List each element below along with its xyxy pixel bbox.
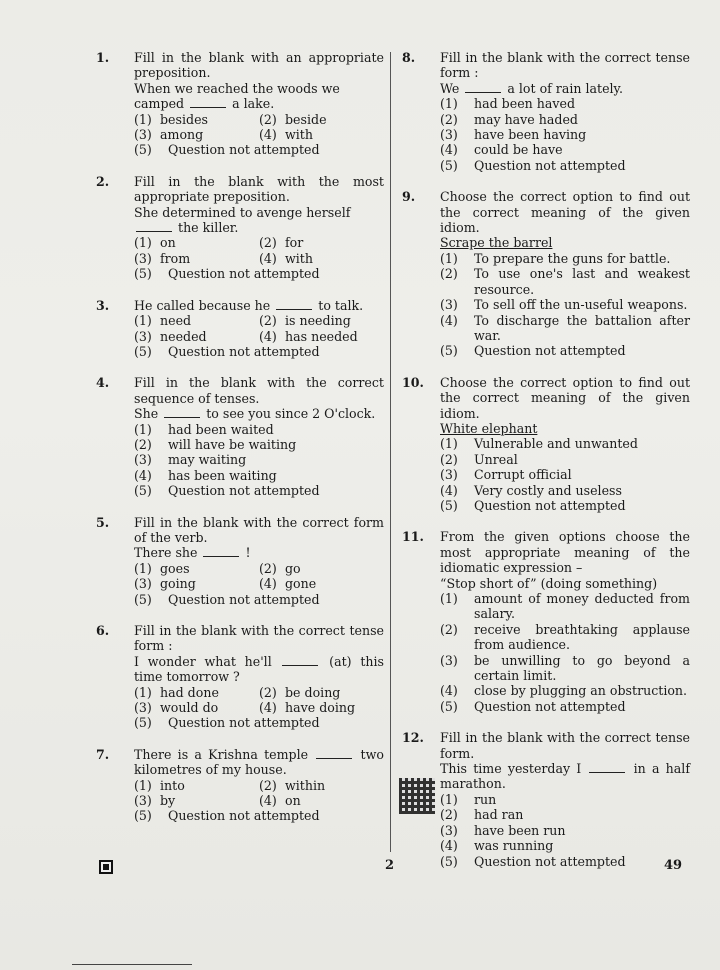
option-item — [440, 112, 690, 127]
option-text: amount of money deducted from salary. — [474, 591, 690, 622]
option-text: from — [160, 250, 191, 266]
option-number: (4) — [259, 328, 277, 344]
option-grid — [134, 235, 384, 266]
option-not-attempted — [134, 808, 384, 823]
option-text: run — [474, 791, 497, 807]
answer-blank — [282, 654, 318, 666]
option-text: be doing — [285, 684, 341, 700]
question-number: 7. — [96, 746, 110, 762]
footer-rule — [72, 964, 192, 965]
option-text: into — [160, 777, 185, 793]
option-item — [440, 498, 690, 513]
idiom-phrase: Scrape the barrel — [440, 235, 553, 251]
option-number: (2) — [259, 560, 277, 576]
question-7 — [94, 747, 384, 824]
question-text-line — [134, 654, 384, 685]
option-number: (4) — [440, 683, 458, 699]
option-number: (3) — [134, 700, 152, 716]
question-6 — [94, 623, 384, 731]
option-text: Corrupt official — [474, 467, 572, 483]
left-column — [94, 50, 384, 840]
question-8 — [400, 50, 690, 173]
qr-code-icon — [399, 778, 435, 814]
option-text: with — [285, 250, 313, 266]
answer-blank — [164, 406, 200, 418]
option-item — [440, 297, 690, 312]
option-text: had ran — [474, 807, 524, 823]
question-text-part: to talk. — [314, 297, 364, 313]
question-text-part: She — [134, 406, 163, 422]
option-list — [134, 715, 384, 730]
option-number: (3) — [134, 576, 152, 592]
option-not-attempted — [134, 592, 384, 607]
question-text-line: Fill in the blank with the correct sequence of tenses. — [134, 375, 384, 406]
option-list — [134, 344, 384, 359]
option-text: To prepare the guns for battle. — [474, 250, 671, 266]
option-not-attempted — [134, 344, 384, 359]
question-number: 10. — [402, 374, 424, 390]
option-number: (3) — [440, 127, 458, 143]
option-item — [134, 422, 384, 437]
question-text-line — [134, 96, 384, 111]
option-text: among — [160, 127, 204, 143]
option-number: (4) — [440, 312, 458, 328]
option-item — [440, 251, 690, 266]
option-number: (4) — [259, 576, 277, 592]
option-number: (3) — [134, 127, 152, 143]
option-number: (3) — [134, 328, 152, 344]
question-text-line: Choose the correct option to find out the correct meaning of the given idiom. — [440, 189, 690, 236]
question-stem — [440, 50, 690, 96]
option-item — [440, 452, 690, 467]
option-number: (5) — [134, 266, 152, 282]
question-3 — [94, 298, 384, 360]
option-item — [440, 699, 690, 714]
option-text: Question not attempted — [474, 698, 626, 714]
question-number: 1. — [96, 50, 110, 65]
option-number: (4) — [134, 467, 152, 483]
right-column — [400, 50, 690, 885]
option-number: (2) — [134, 436, 152, 452]
question-text-part: This time yesterday I — [440, 761, 588, 777]
option-number: (2) — [440, 266, 458, 282]
option-number: (4) — [259, 250, 277, 266]
question-number: 9. — [402, 189, 416, 205]
option-number: (2) — [440, 621, 458, 637]
question-number: 3. — [96, 297, 110, 313]
question-text-line — [134, 747, 384, 778]
option-not-attempted — [134, 142, 384, 157]
option-text: on — [285, 793, 301, 809]
question-number: 12. — [402, 730, 424, 746]
option-item — [440, 158, 690, 173]
option-number: (2) — [259, 111, 277, 127]
option-item — [134, 452, 384, 467]
option-text: with — [285, 127, 313, 143]
option-item — [440, 343, 690, 358]
registration-mark-icon — [99, 860, 113, 874]
question-text-line: Fill in the blank with the correct tense form. — [440, 730, 690, 761]
option-text: by — [160, 793, 176, 809]
page-number-center: 2 — [385, 858, 395, 873]
option-text: was running — [474, 838, 554, 854]
question-text-line: “Stop short of” (doing something) — [440, 575, 658, 591]
option-text: for — [285, 235, 304, 251]
question-number: 2. — [96, 173, 110, 189]
question-text-part: a lot of rain lately. — [503, 80, 624, 96]
option-number: (4) — [440, 482, 458, 498]
question-number: 4. — [96, 375, 110, 391]
option-number: (1) — [440, 96, 458, 112]
option-number: (3) — [134, 250, 152, 266]
option-number: (1) — [134, 111, 152, 127]
question-stem — [440, 375, 690, 437]
option-text: Question not attempted — [168, 142, 320, 158]
option-number: (5) — [134, 483, 152, 499]
option-number: (5) — [440, 853, 458, 869]
option-item — [440, 683, 690, 698]
option-text: Question not attempted — [474, 497, 626, 513]
option-list — [134, 142, 384, 157]
option-number: (2) — [440, 807, 458, 823]
option-text: is needing — [285, 313, 351, 329]
option-item — [440, 792, 690, 807]
option-list — [134, 266, 384, 281]
option-number: (2) — [259, 777, 277, 793]
option-number: (1) — [134, 313, 152, 329]
question-text-line — [440, 81, 690, 96]
option-text: Vulnerable and unwanted — [474, 436, 638, 452]
option-list — [440, 251, 690, 359]
question-text-part: There is a Krishna temple — [134, 746, 315, 762]
page-number-right: 49 — [664, 858, 683, 873]
question-stem — [134, 623, 384, 685]
option-grid — [134, 313, 384, 344]
question-text-line: Choose the correct option to find out the correct meaning of the given idiom. — [440, 374, 690, 421]
option-item — [440, 622, 690, 653]
answer-blank — [276, 298, 312, 310]
idiom-phrase: White elephant — [440, 420, 538, 436]
question-text-line — [134, 545, 384, 560]
question-stem — [134, 174, 384, 236]
question-number: 5. — [96, 514, 110, 530]
option-number: (1) — [440, 591, 458, 606]
question-text-line: She determined to avenge herself — [134, 204, 351, 220]
option-number: (5) — [440, 698, 458, 714]
option-text: needed — [160, 328, 207, 344]
option-grid — [134, 685, 384, 716]
option-number: (5) — [134, 715, 152, 731]
option-item — [440, 854, 690, 869]
question-stem — [134, 298, 384, 313]
question-text-line: Fill in the blank with the correct form of the verb. — [134, 514, 384, 545]
option-number: (2) — [259, 235, 277, 251]
option-number: (5) — [134, 343, 152, 359]
option-number: (5) — [134, 808, 152, 824]
option-number: (3) — [440, 822, 458, 838]
option-text: besides — [160, 111, 208, 127]
option-text: go — [285, 560, 301, 576]
option-list — [440, 591, 690, 714]
question-text-line: Fill in the blank with an appropriate preposition. — [134, 50, 384, 81]
option-number: (3) — [134, 793, 152, 809]
question-number: 11. — [402, 529, 424, 545]
option-text: Question not attempted — [474, 853, 626, 869]
question-stem — [440, 189, 690, 251]
question-4 — [94, 375, 384, 498]
option-text: Very costly and useless — [474, 482, 622, 498]
option-text: may waiting — [168, 452, 247, 468]
option-text: have been run — [474, 822, 566, 838]
option-grid — [134, 112, 384, 143]
option-text: Question not attempted — [168, 343, 320, 359]
option-number: (1) — [134, 684, 152, 700]
option-text: close by plugging an obstruction. — [474, 683, 688, 699]
option-item — [440, 807, 690, 822]
option-text: may have haded — [474, 111, 578, 127]
option-text: will have be waiting — [168, 436, 297, 452]
option-text: had been haved — [474, 96, 576, 112]
option-number: (1) — [134, 421, 152, 437]
question-text-part: to see you since 2 O'clock. — [202, 406, 376, 422]
option-item — [440, 436, 690, 451]
option-item — [440, 838, 690, 853]
option-text: To sell off the un-useful weapons. — [474, 297, 688, 313]
option-number: (4) — [440, 142, 458, 158]
question-text-part: ! — [241, 545, 251, 561]
option-text: would do — [160, 700, 219, 716]
option-item — [440, 96, 690, 111]
option-text: going — [160, 576, 196, 592]
option-number: (5) — [134, 591, 152, 607]
question-text-part: We — [440, 80, 464, 96]
question-text-part: the killer. — [174, 220, 239, 236]
option-number: (1) — [134, 560, 152, 576]
option-number: (2) — [259, 313, 277, 329]
question-text-line — [440, 761, 690, 792]
column-divider — [390, 52, 391, 852]
option-number: (1) — [440, 250, 458, 266]
option-number: (3) — [440, 297, 458, 313]
option-text: had been waited — [168, 421, 274, 437]
option-text: receive breathtaking applause from audience. — [474, 621, 690, 653]
option-item — [440, 653, 690, 684]
option-text: To discharge the battalion after war. — [474, 312, 690, 343]
option-number: (2) — [440, 111, 458, 127]
option-text: have doing — [285, 700, 356, 716]
option-item — [440, 823, 690, 838]
option-number: (5) — [440, 343, 458, 359]
question-9 — [400, 189, 690, 358]
question-stem — [134, 747, 384, 778]
question-stem — [134, 50, 384, 112]
option-text: have been having — [474, 127, 587, 143]
answer-blank — [589, 761, 625, 773]
option-number: (4) — [259, 700, 277, 716]
option-number: (4) — [259, 793, 277, 809]
option-number: (2) — [440, 451, 458, 467]
question-stem — [440, 730, 690, 792]
option-number: (1) — [134, 777, 152, 793]
question-text-line: Fill in the blank with the correct tense form : — [440, 50, 690, 81]
option-list — [440, 96, 690, 173]
answer-blank — [190, 96, 226, 108]
question-text-line — [134, 298, 384, 313]
option-text: Question not attempted — [474, 343, 626, 359]
option-number: (2) — [259, 684, 277, 700]
option-item — [440, 467, 690, 482]
option-number: (4) — [440, 838, 458, 854]
option-text: gone — [285, 576, 317, 592]
option-text: has been waiting — [168, 467, 277, 483]
question-text-line: Fill in the blank with the correct tense form : — [134, 623, 384, 654]
question-text-part: There she — [134, 545, 202, 561]
answer-blank — [136, 220, 172, 232]
question-5 — [94, 515, 384, 607]
option-number: (5) — [440, 157, 458, 173]
option-grid — [134, 561, 384, 592]
option-text: goes — [160, 560, 190, 576]
option-not-attempted — [134, 266, 384, 281]
question-text-line: Fill in the blank with the most appropriate preposition. — [134, 173, 384, 205]
question-text-line — [134, 406, 384, 421]
question-text-part: a lake. — [228, 96, 275, 112]
option-text: Unreal — [474, 451, 518, 467]
option-text: Question not attempted — [474, 157, 626, 173]
option-number: (5) — [134, 142, 152, 158]
option-text: has needed — [285, 328, 358, 344]
question-11 — [400, 529, 690, 714]
option-list — [134, 808, 384, 823]
question-stem — [440, 529, 690, 591]
option-number: (1) — [440, 791, 458, 807]
option-text: Question not attempted — [168, 715, 320, 731]
question-1 — [94, 50, 384, 158]
question-text-part: He called because he — [134, 297, 275, 313]
option-text: Question not attempted — [168, 266, 320, 282]
option-text: on — [160, 235, 176, 251]
option-list — [134, 592, 384, 607]
question-stem — [134, 375, 384, 421]
option-item — [134, 483, 384, 498]
answer-blank — [465, 81, 501, 93]
question-text-line — [134, 220, 384, 235]
option-number: (3) — [440, 467, 458, 483]
question-12 — [400, 730, 690, 869]
option-text: need — [160, 313, 192, 329]
question-text-part: camped — [134, 96, 189, 112]
option-item — [134, 468, 384, 483]
question-number: 6. — [96, 623, 110, 638]
option-number: (1) — [134, 235, 152, 251]
option-number: (3) — [134, 452, 152, 468]
option-text: Question not attempted — [168, 591, 320, 607]
option-text: within — [285, 777, 326, 793]
option-not-attempted — [134, 715, 384, 730]
option-list — [134, 422, 384, 499]
question-text-part: two kilometres of my house. — [134, 746, 384, 778]
question-2 — [94, 174, 384, 282]
option-item — [440, 142, 690, 157]
question-text-line: From the given options choose the most appropriate meaning of the idiomatic expression – — [440, 529, 690, 576]
option-item — [440, 483, 690, 498]
question-text-part: I wonder what he'll — [134, 653, 281, 669]
option-item — [440, 127, 690, 142]
option-item — [440, 591, 690, 622]
option-text: could be have — [474, 142, 563, 158]
question-text-part: (at) this time tomorrow ? — [134, 653, 384, 685]
option-number: (5) — [440, 497, 458, 513]
option-item — [134, 437, 384, 452]
question-10 — [400, 375, 690, 514]
option-text: Question not attempted — [168, 808, 320, 824]
option-number: (3) — [440, 652, 458, 668]
question-number: 8. — [402, 50, 416, 65]
option-text: beside — [285, 111, 327, 127]
option-text: had done — [160, 684, 219, 700]
option-text: Question not attempted — [168, 483, 320, 499]
option-list — [440, 436, 690, 513]
option-list — [440, 792, 690, 869]
question-text-part: in a half marathon. — [440, 761, 690, 792]
option-grid — [134, 778, 384, 809]
option-item — [440, 313, 690, 344]
answer-blank — [316, 747, 352, 759]
option-number: (1) — [440, 436, 458, 452]
option-number: (4) — [259, 127, 277, 143]
answer-blank — [203, 545, 239, 557]
option-text: be unwilling to go beyond a certain limit. — [474, 652, 690, 684]
option-text: To use one's last and weakest resource. — [474, 266, 690, 297]
question-stem — [134, 515, 384, 561]
option-item — [440, 266, 690, 297]
question-text-line: When we reached the woods we — [134, 80, 340, 96]
